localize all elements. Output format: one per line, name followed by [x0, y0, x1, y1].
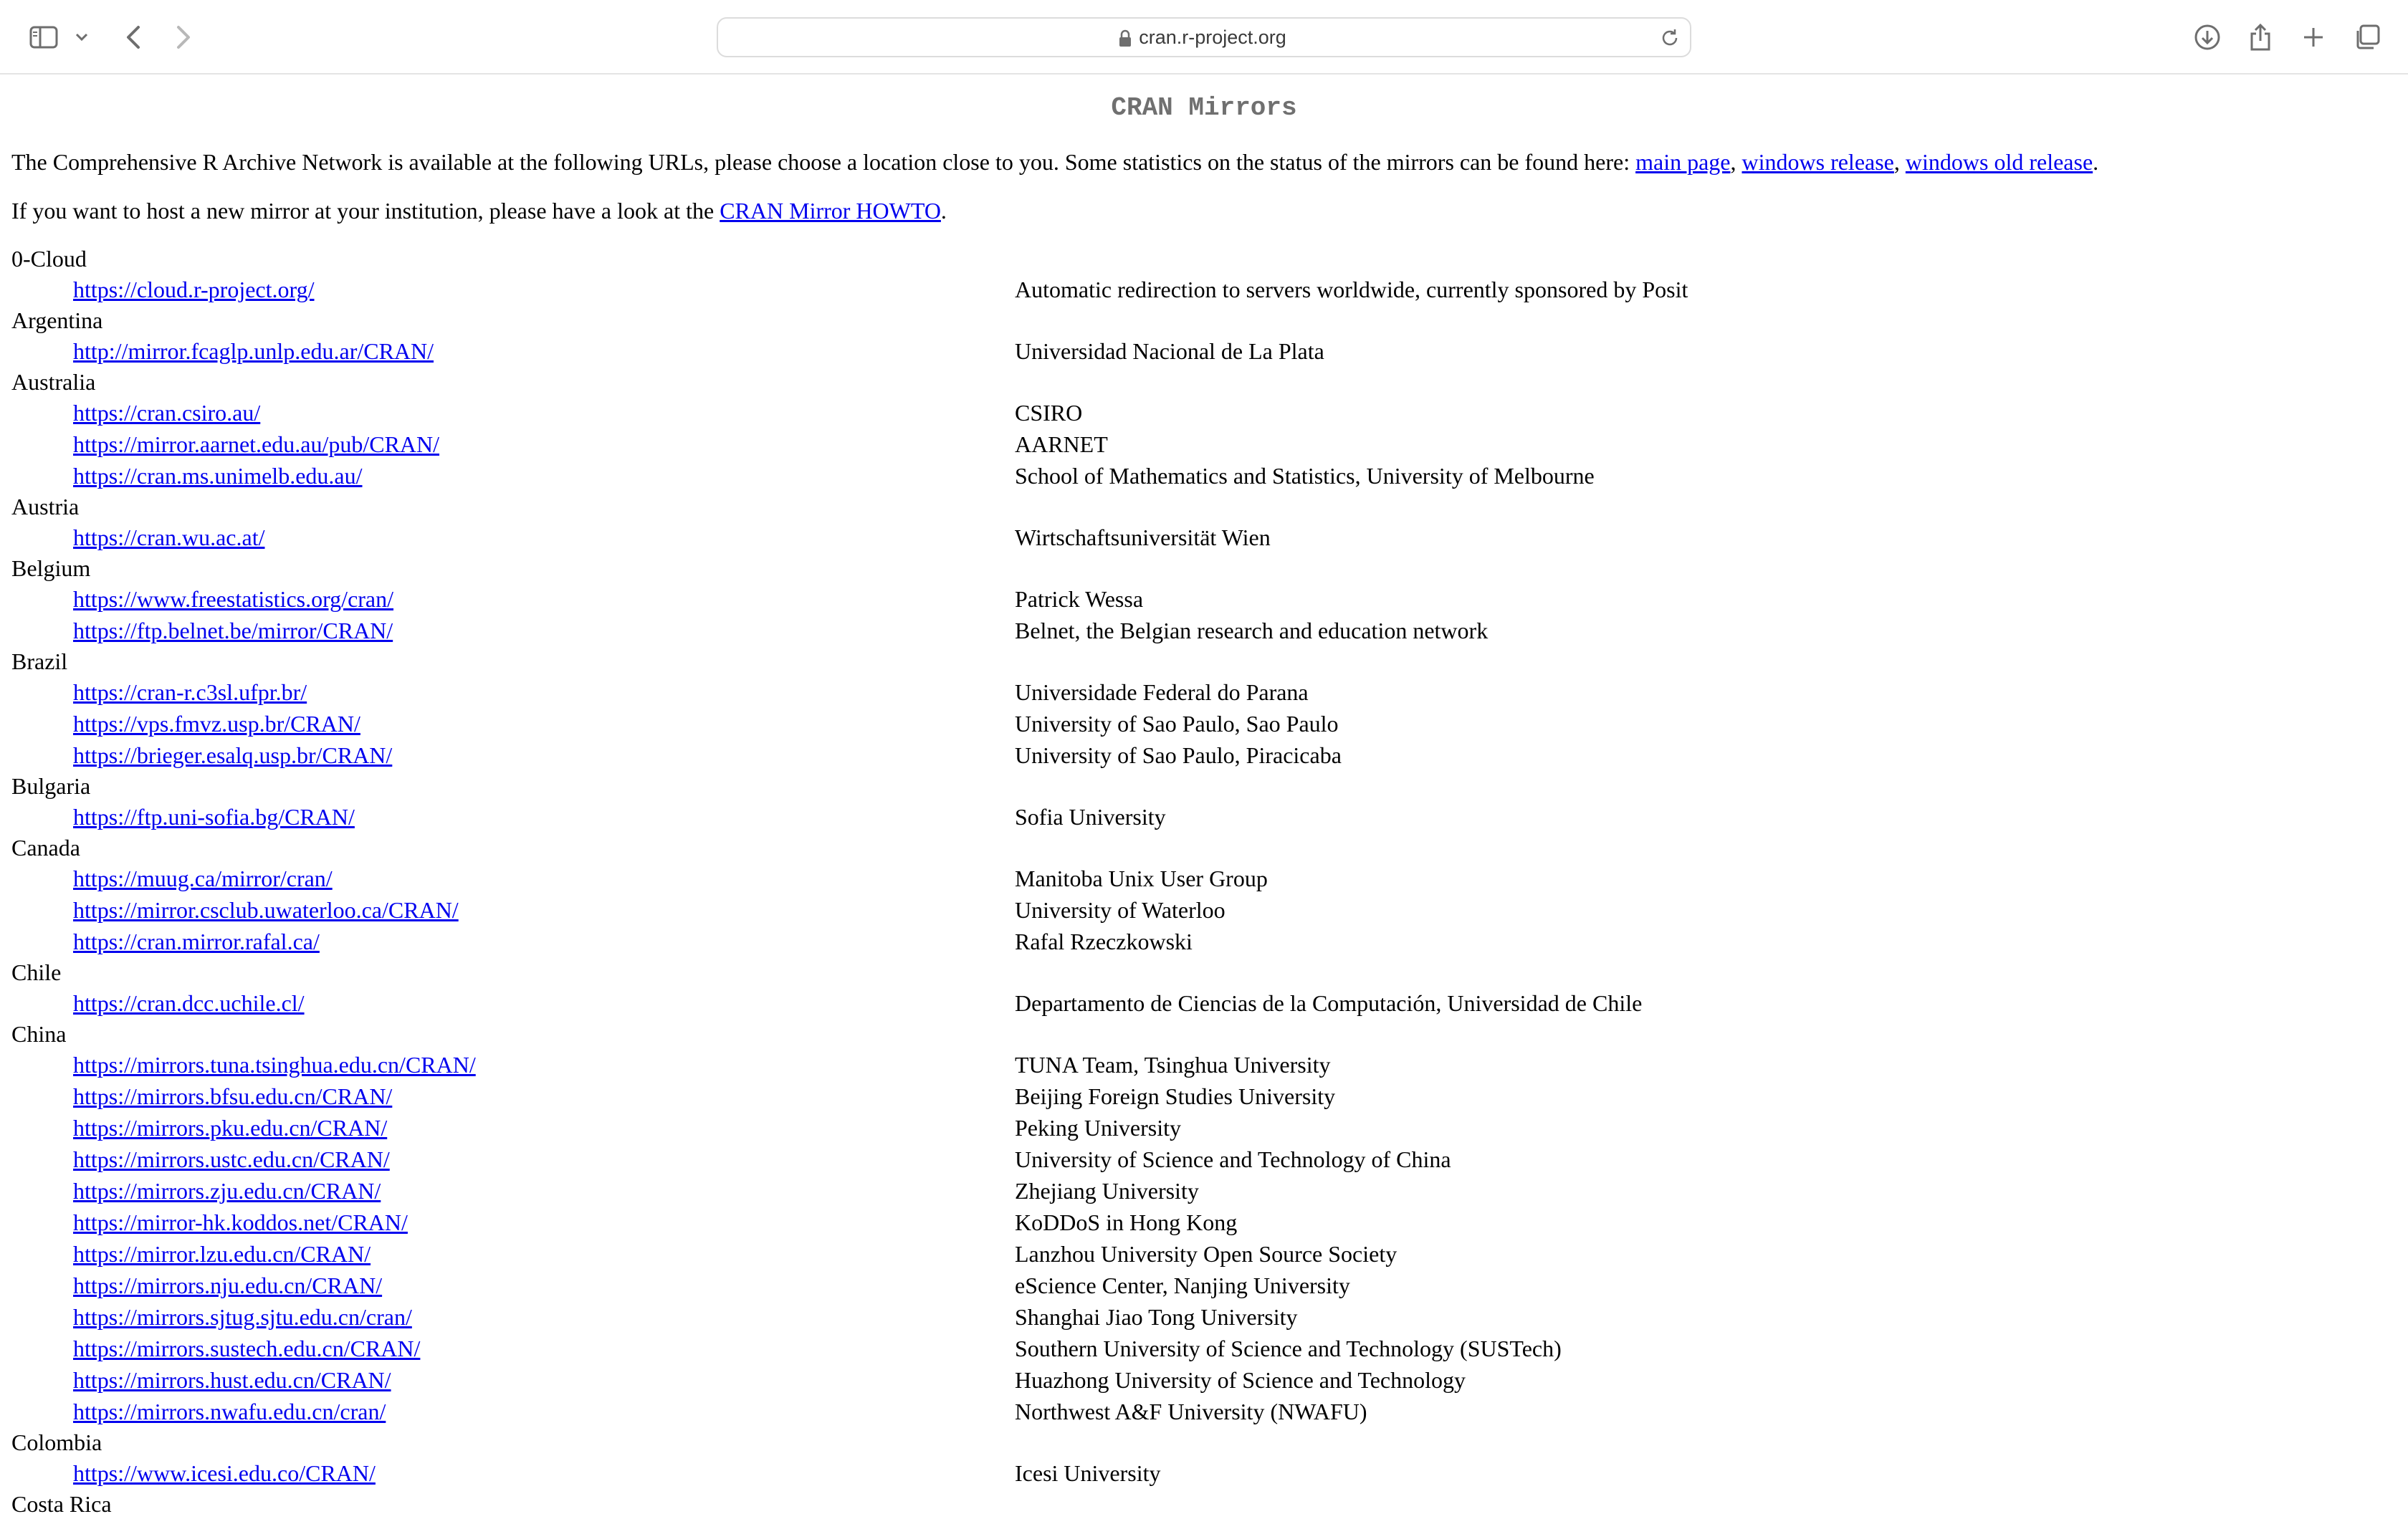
mirror-link[interactable]: https://www.icesi.edu.co/CRAN/	[73, 1460, 376, 1486]
mirror-description: Belnet, the Belgian research and education network	[1015, 618, 1489, 643]
country-heading: Bulgaria	[11, 773, 91, 799]
address-url: cran.r-project.org	[1139, 26, 1286, 48]
mirror-description: University of Science and Technology of China	[1015, 1146, 1451, 1172]
mirror-link[interactable]: https://mirrors.pku.edu.cn/CRAN/	[73, 1115, 388, 1141]
windows-release-link[interactable]: windows release	[1742, 149, 1894, 175]
mirror-link[interactable]: https://ftp.uni-sofia.bg/CRAN/	[73, 804, 355, 830]
country-heading: China	[11, 1021, 67, 1047]
forward-icon[interactable]	[169, 19, 198, 56]
back-icon[interactable]	[119, 19, 148, 56]
mirror-row	[11, 522, 2391, 553]
mirror-row	[11, 1112, 2391, 1144]
country-heading: Canada	[11, 835, 80, 861]
mirror-row	[11, 894, 2391, 926]
mirror-link[interactable]: https://mirrors.hust.edu.cn/CRAN/	[73, 1367, 391, 1393]
mirror-link[interactable]: https://mirrors.nwafu.edu.cn/cran/	[73, 1399, 386, 1424]
mirror-link[interactable]: https://mirrors.bfsu.edu.cn/CRAN/	[73, 1083, 393, 1109]
country-heading: Brazil	[11, 648, 68, 674]
mirror-description: CSIRO	[1015, 400, 1083, 426]
country-heading: Belgium	[11, 555, 91, 581]
mirror-row	[11, 1238, 2391, 1270]
page-title: CRAN Mirrors	[1111, 93, 1297, 123]
mirror-description: Beijing Foreign Studies University	[1015, 1083, 1336, 1109]
country-heading: 0-Cloud	[11, 246, 87, 272]
mirror-link[interactable]: https://cran.wu.ac.at/	[73, 524, 265, 550]
mirror-row	[11, 1049, 2391, 1080]
host-text: If you want to host a new mirror at your institution, please have a look at the	[11, 198, 720, 224]
share-icon[interactable]	[2246, 19, 2275, 56]
mirror-row	[11, 801, 2391, 833]
mirror-description: Automatic redirection to servers worldwide, currently sponsored by Posit	[1015, 277, 1688, 302]
mirror-row	[11, 1333, 2391, 1364]
mirror-description: University of Sao Paulo, Sao Paulo	[1015, 711, 1339, 737]
mirror-link[interactable]: https://muug.ca/mirror/cran/	[73, 866, 333, 891]
mirror-description: School of Mathematics and Statistics, University of Melbourne	[1015, 463, 1595, 489]
mirror-description: University of Waterloo	[1015, 897, 1226, 923]
mirror-row	[11, 1364, 2391, 1396]
mirror-row	[11, 1080, 2391, 1112]
mirror-description: AARNET	[1015, 431, 1108, 457]
tab-overview-icon[interactable]	[2352, 19, 2382, 56]
mirror-description: Lanzhou University Open Source Society	[1015, 1241, 1398, 1267]
mirror-description: Patrick Wessa	[1015, 586, 1144, 612]
host-paragraph	[11, 196, 2391, 225]
intro-paragraph	[11, 148, 2391, 176]
mirror-row	[11, 1175, 2391, 1207]
mirror-link[interactable]: https://mirrors.nju.edu.cn/CRAN/	[73, 1273, 383, 1298]
country-heading: Colombia	[11, 1429, 102, 1455]
mirror-description: Universidad Nacional de La Plata	[1015, 338, 1324, 364]
mirror-description: Peking University	[1015, 1115, 1181, 1141]
mirror-description: Rafal Rzeczkowski	[1015, 929, 1193, 954]
mirror-link[interactable]: https://cran.csiro.au/	[73, 400, 261, 426]
mirror-row	[11, 397, 2391, 428]
mirror-description: Shanghai Jiao Tong University	[1015, 1304, 1298, 1330]
chevron-down-icon[interactable]	[72, 19, 92, 56]
country-heading: Austria	[11, 494, 80, 519]
mirror-link[interactable]: https://brieger.esalq.usp.br/CRAN/	[73, 742, 393, 768]
mirror-row	[11, 1457, 2391, 1489]
mirror-link[interactable]: http://mirror.fcaglp.unlp.edu.ar/CRAN/	[73, 338, 434, 364]
mirror-link[interactable]: https://mirror.aarnet.edu.au/pub/CRAN/	[73, 431, 440, 457]
country-heading: Chile	[11, 959, 62, 985]
mirror-description: Southern University of Science and Technology (SUSTech)	[1015, 1336, 1562, 1361]
lock-icon	[1118, 29, 1132, 52]
mirror-row	[11, 428, 2391, 460]
main-page-link[interactable]: main page	[1635, 149, 1731, 175]
new-tab-icon[interactable]	[2299, 19, 2328, 56]
mirror-link[interactable]: https://cran.dcc.uchile.cl/	[73, 990, 305, 1016]
mirror-row	[11, 926, 2391, 957]
mirror-row	[11, 1301, 2391, 1333]
mirror-link[interactable]: https://cran.ms.unimelb.edu.au/	[73, 463, 363, 489]
address-bar[interactable]	[717, 17, 1691, 57]
mirror-link[interactable]: https://cran-r.c3sl.ufpr.br/	[73, 679, 307, 705]
mirror-link[interactable]: https://ftp.belnet.be/mirror/CRAN/	[73, 618, 393, 643]
mirror-link[interactable]: https://mirrors.zju.edu.cn/CRAN/	[73, 1178, 381, 1204]
mirror-link[interactable]: https://vps.fmvz.usp.br/CRAN/	[73, 711, 360, 737]
mirror-link[interactable]: https://www.freestatistics.org/cran/	[73, 586, 394, 612]
mirror-link[interactable]: https://mirrors.ustc.edu.cn/CRAN/	[73, 1146, 390, 1172]
browser-toolbar	[0, 0, 2408, 75]
mirror-description: Manitoba Unix User Group	[1015, 866, 1268, 891]
mirror-description: University of Sao Paulo, Piracicaba	[1015, 742, 1342, 768]
mirror-description: Sofia University	[1015, 804, 1166, 830]
intro-text: The Comprehensive R Archive Network is available at the following URLs, please choose a location close to you. Some statistics on the status of the mirrors can be found here:	[11, 149, 1636, 175]
download-icon[interactable]	[2192, 19, 2223, 56]
mirror-description: TUNA Team, Tsinghua University	[1015, 1052, 1331, 1078]
mirror-link[interactable]: https://cran.mirror.rafal.ca/	[73, 929, 320, 954]
mirror-link[interactable]: https://mirrors.sustech.edu.cn/CRAN/	[73, 1336, 421, 1361]
reload-icon[interactable]	[1660, 28, 1680, 52]
mirror-row	[11, 1207, 2391, 1238]
country-heading: Australia	[11, 369, 96, 395]
mirror-row	[11, 987, 2391, 1019]
mirror-row	[11, 708, 2391, 739]
mirror-list	[11, 244, 2391, 1519]
mirror-description: Wirtschaftsuniversität Wien	[1015, 524, 1271, 550]
intro-end: .	[2093, 149, 2099, 175]
mirror-link[interactable]: https://mirrors.sjtug.sjtu.edu.cn/cran/	[73, 1304, 412, 1330]
mirror-row	[11, 676, 2391, 708]
mirror-description: Universidade Federal do Parana	[1015, 679, 1309, 705]
mirror-description: Zhejiang University	[1015, 1178, 1199, 1204]
mirror-description: Departamento de Ciencias de la Computación, Universidad de Chile	[1015, 990, 1643, 1016]
mirror-link[interactable]: https://mirrors.tuna.tsinghua.edu.cn/CRAN/	[73, 1052, 476, 1078]
mirror-description: eScience Center, Nanjing University	[1015, 1273, 1350, 1298]
mirror-description: Northwest A&F University (NWAFU)	[1015, 1399, 1367, 1424]
mirror-howto-link[interactable]: CRAN Mirror HOWTO	[720, 198, 941, 224]
intro-separator: ,	[1893, 149, 1906, 175]
mirror-link[interactable]: https://mirror.lzu.edu.cn/CRAN/	[73, 1241, 371, 1267]
mirror-link[interactable]: https://cloud.r-project.org/	[73, 277, 315, 302]
country-heading: Costa Rica	[11, 1491, 112, 1517]
host-end: .	[940, 198, 947, 224]
mirror-row	[11, 615, 2391, 646]
country-heading: Argentina	[11, 307, 103, 333]
mirror-row	[11, 274, 2391, 305]
mirror-row	[11, 863, 2391, 894]
mirror-row	[11, 1270, 2391, 1301]
sidebar-toggle-icon[interactable]	[27, 19, 60, 56]
mirror-description: KoDDoS in Hong Kong	[1015, 1209, 1238, 1235]
mirror-row	[11, 739, 2391, 771]
windows-old-release-link[interactable]: windows old release	[1905, 149, 2093, 175]
mirror-row	[11, 583, 2391, 615]
intro-separator: ,	[1730, 149, 1742, 175]
mirror-link[interactable]: https://mirror.csclub.uwaterloo.ca/CRAN/	[73, 897, 459, 923]
mirror-row	[11, 1144, 2391, 1175]
mirror-row	[11, 335, 2391, 367]
mirror-row	[11, 460, 2391, 492]
mirror-link[interactable]: https://mirror-hk.koddos.net/CRAN/	[73, 1209, 408, 1235]
mirror-description: Icesi University	[1015, 1460, 1161, 1486]
mirror-description: Huazhong University of Science and Technology	[1015, 1367, 1466, 1393]
mirror-row	[11, 1396, 2391, 1427]
